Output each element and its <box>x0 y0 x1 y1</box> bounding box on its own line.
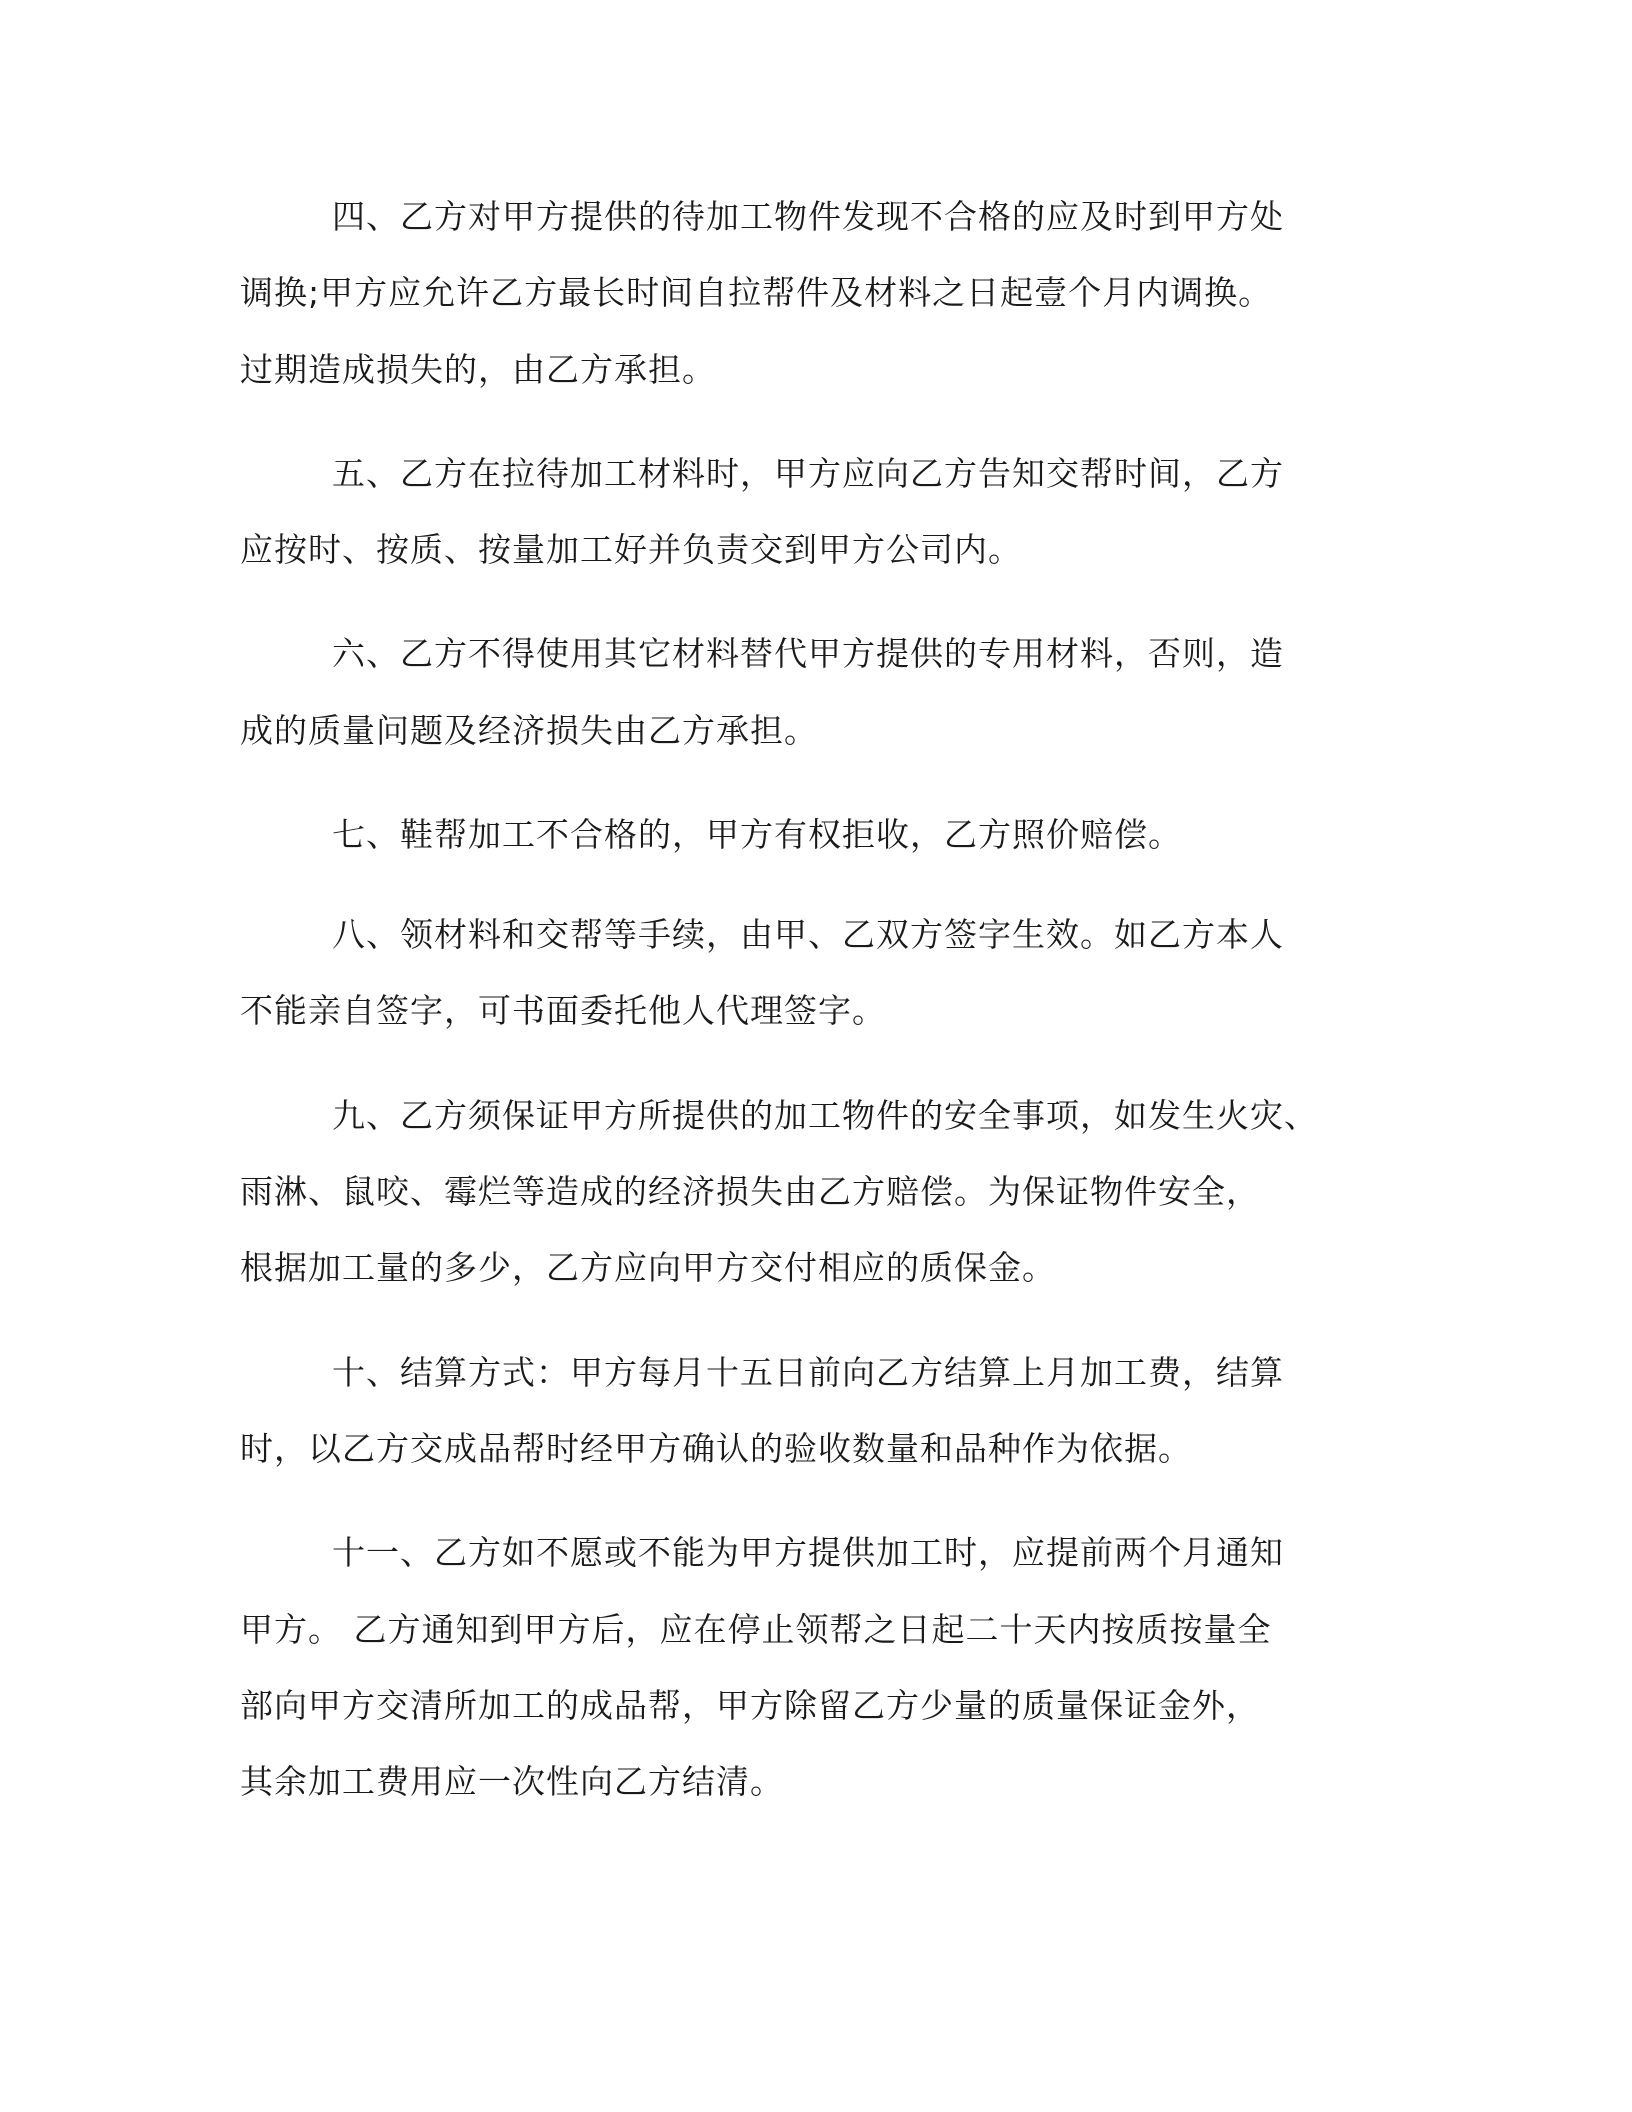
clause-11-line-4: 其余加工费用应一次性向乙方结清。 <box>240 1762 784 1801</box>
clause-11-line-2: 甲方。 乙方通知到甲方后，应在停止领帮之日起二十天内按质按量全 <box>240 1610 1272 1649</box>
clause-6-line-1: 六、乙方不得使用其它材料替代甲方提供的专用材料，否则，造 <box>332 634 1284 673</box>
clause-9-line-1: 九、乙方须保证甲方所提供的加工物件的安全事项，如发生火灾、 <box>332 1096 1318 1135</box>
clause-9-line-2: 雨淋、鼠咬、霉烂等造成的经济损失由乙方赔偿。为保证物件安全， <box>240 1172 1260 1211</box>
clause-11-line-1: 十一、乙方如不愿或不能为甲方提供加工时，应提前两个月通知 <box>332 1533 1284 1572</box>
clause-5-line-2: 应按时、按质、按量加工好并负责交到甲方公司内。 <box>240 530 1022 569</box>
clause-10-line-2: 时，以乙方交成品帮时经甲方确认的验收数量和品种作为依据。 <box>240 1429 1192 1468</box>
clause-8-line-2: 不能亲自签字，可书面委托他人代理签字。 <box>240 991 886 1030</box>
clause-6-line-2: 成的质量问题及经济损失由乙方承担。 <box>240 711 818 750</box>
clause-4-line-2: 调换;甲方应允许乙方最长时间自拉帮件及材料之日起壹个月内调换。 <box>240 273 1273 312</box>
clause-9-line-3: 根据加工量的多少，乙方应向甲方交付相应的质保金。 <box>240 1248 1056 1287</box>
clause-10-line-1: 十、结算方式：甲方每月十五日前向乙方结算上月加工费，结算 <box>332 1353 1284 1392</box>
clause-7-line-1: 七、鞋帮加工不合格的，甲方有权拒收，乙方照价赔偿。 <box>332 815 1182 854</box>
clause-11-line-3: 部向甲方交清所加工的成品帮，甲方除留乙方少量的质量保证金外， <box>240 1686 1260 1725</box>
clause-5-line-1: 五、乙方在拉待加工材料时，甲方应向乙方告知交帮时间，乙方 <box>332 454 1284 493</box>
clause-4-line-1: 四、乙方对甲方提供的待加工物件发现不合格的应及时到甲方处 <box>332 197 1284 236</box>
clause-8-line-1: 八、领材料和交帮等手续，由甲、乙双方签字生效。如乙方本人 <box>332 915 1284 954</box>
clause-4-line-3: 过期造成损失的，由乙方承担。 <box>240 350 716 389</box>
